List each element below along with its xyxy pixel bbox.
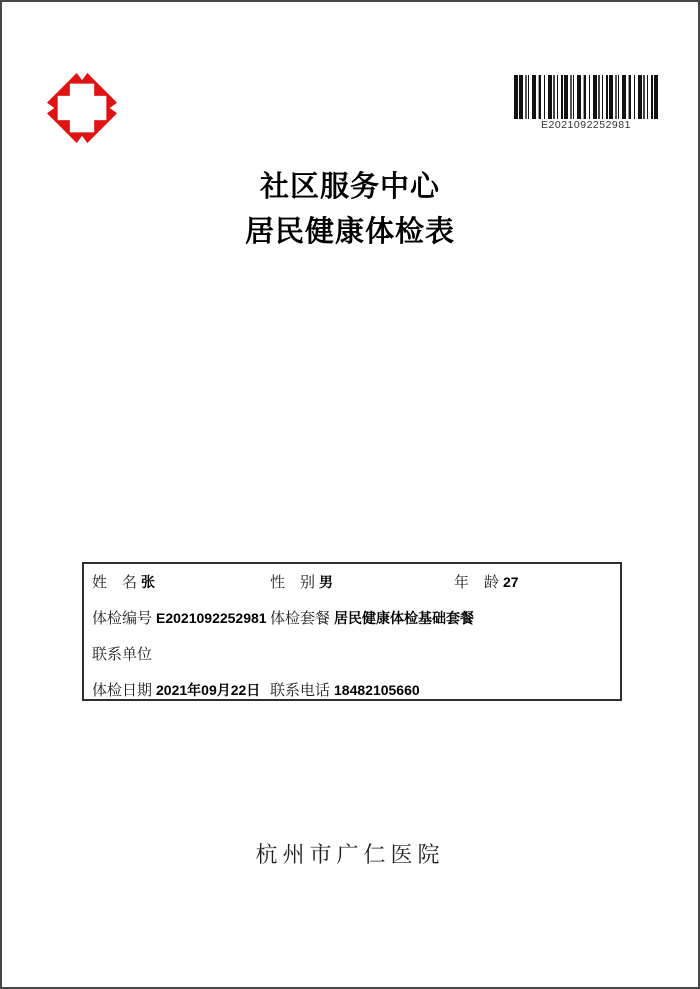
field-gender-label: 性 别 <box>270 574 316 591</box>
field-gender <box>270 572 333 593</box>
field-exam-number <box>92 608 267 629</box>
field-exam-package-label: 体检套餐 <box>270 610 331 627</box>
barcode-icon <box>514 75 658 119</box>
field-name-label: 姓 名 <box>92 574 138 591</box>
barcode-text: E2021092252981 <box>541 119 631 131</box>
field-exam-package-value: 居民健康体检基础套餐 <box>334 610 475 626</box>
field-name <box>92 572 155 593</box>
field-contact-phone-value: 18482105660 <box>334 682 420 698</box>
info-row-identity <box>84 572 620 592</box>
info-row-date-phone <box>84 680 620 700</box>
info-row-exam <box>84 608 620 628</box>
field-gender-value: 男 <box>319 574 334 590</box>
red-cross-hospital-icon <box>40 64 124 152</box>
field-exam-date-value: 2021年09月22日 <box>156 682 261 698</box>
field-contact-phone-label: 联系电话 <box>270 682 331 699</box>
barcode <box>514 75 658 131</box>
field-age-label: 年 龄 <box>454 574 500 591</box>
field-age-value: 27 <box>503 574 519 590</box>
red-cross-icon <box>40 64 124 152</box>
form-title-line1: 社区服务中心 <box>259 171 440 203</box>
patient-info-box <box>82 562 622 701</box>
field-contact-unit-label: 联系单位 <box>92 646 153 663</box>
field-contact-unit <box>92 644 156 665</box>
hospital-name: 杭州市广仁医院 <box>255 842 445 867</box>
field-exam-date-label: 体检日期 <box>92 682 153 699</box>
form-title-line2: 居民健康体检表 <box>244 216 455 248</box>
info-row-contact-unit <box>84 644 620 664</box>
field-contact-phone <box>270 680 420 701</box>
field-exam-date <box>92 680 260 701</box>
field-exam-package <box>270 608 474 629</box>
field-exam-number-label: 体检编号 <box>92 610 153 627</box>
field-name-value: 张 <box>141 574 156 590</box>
field-exam-number-value: E2021092252981 <box>156 610 267 626</box>
field-age <box>454 572 519 593</box>
